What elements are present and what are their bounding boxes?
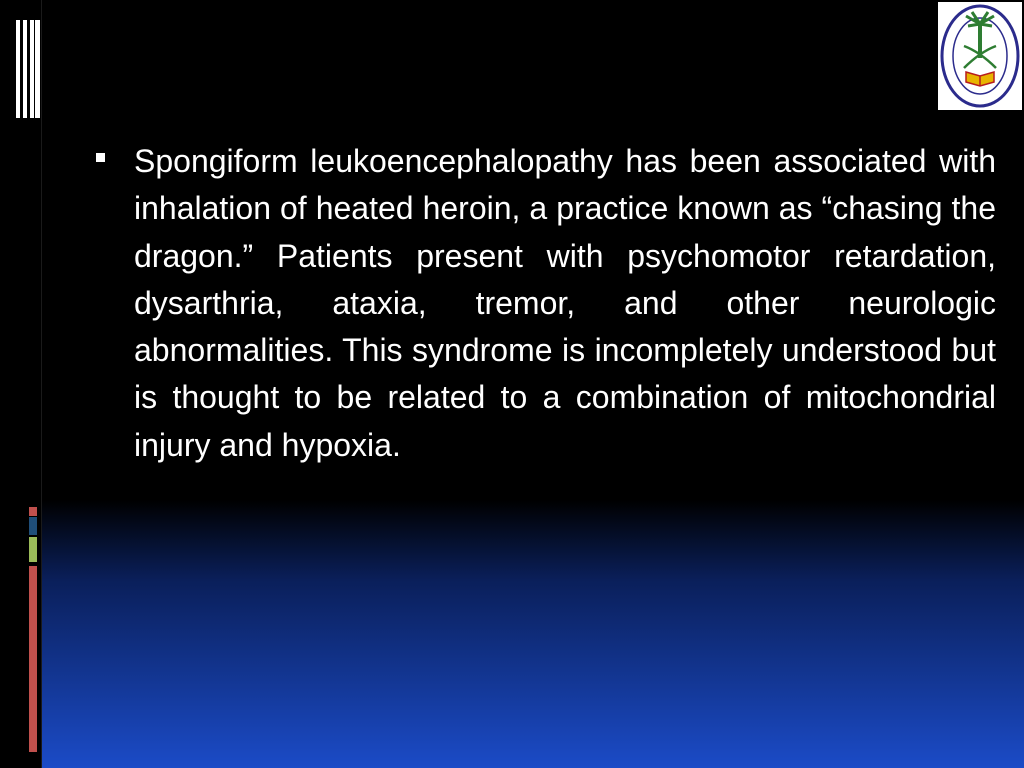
- accent-bar-blue: [29, 517, 37, 535]
- bullet-item: [96, 138, 996, 469]
- left-decor-strip: [0, 0, 41, 768]
- king-saud-university-logo-icon: [938, 2, 1022, 110]
- square-bullet-icon: [96, 153, 105, 162]
- bullet-text: Spongiform leukoencephalopathy has been associated with inhalation of heated heroin, a practice known as “chasing the dragon.” Patients present with psychomotor retardation, dysarthria, ataxia, tremor, and other neurologic abnormalities. This syndrome is incompletely understood but is thought to be related to a combination of mitochondrial injury and hypoxia.: [134, 143, 996, 463]
- university-logo: [938, 2, 1022, 110]
- accent-bar-red-small: [29, 507, 37, 516]
- accent-bar-green: [29, 537, 37, 562]
- accent-bar-red-long: [29, 566, 37, 752]
- left-divider-line: [41, 0, 42, 768]
- document-stack-icon: [16, 20, 40, 118]
- slide-body: [96, 138, 996, 469]
